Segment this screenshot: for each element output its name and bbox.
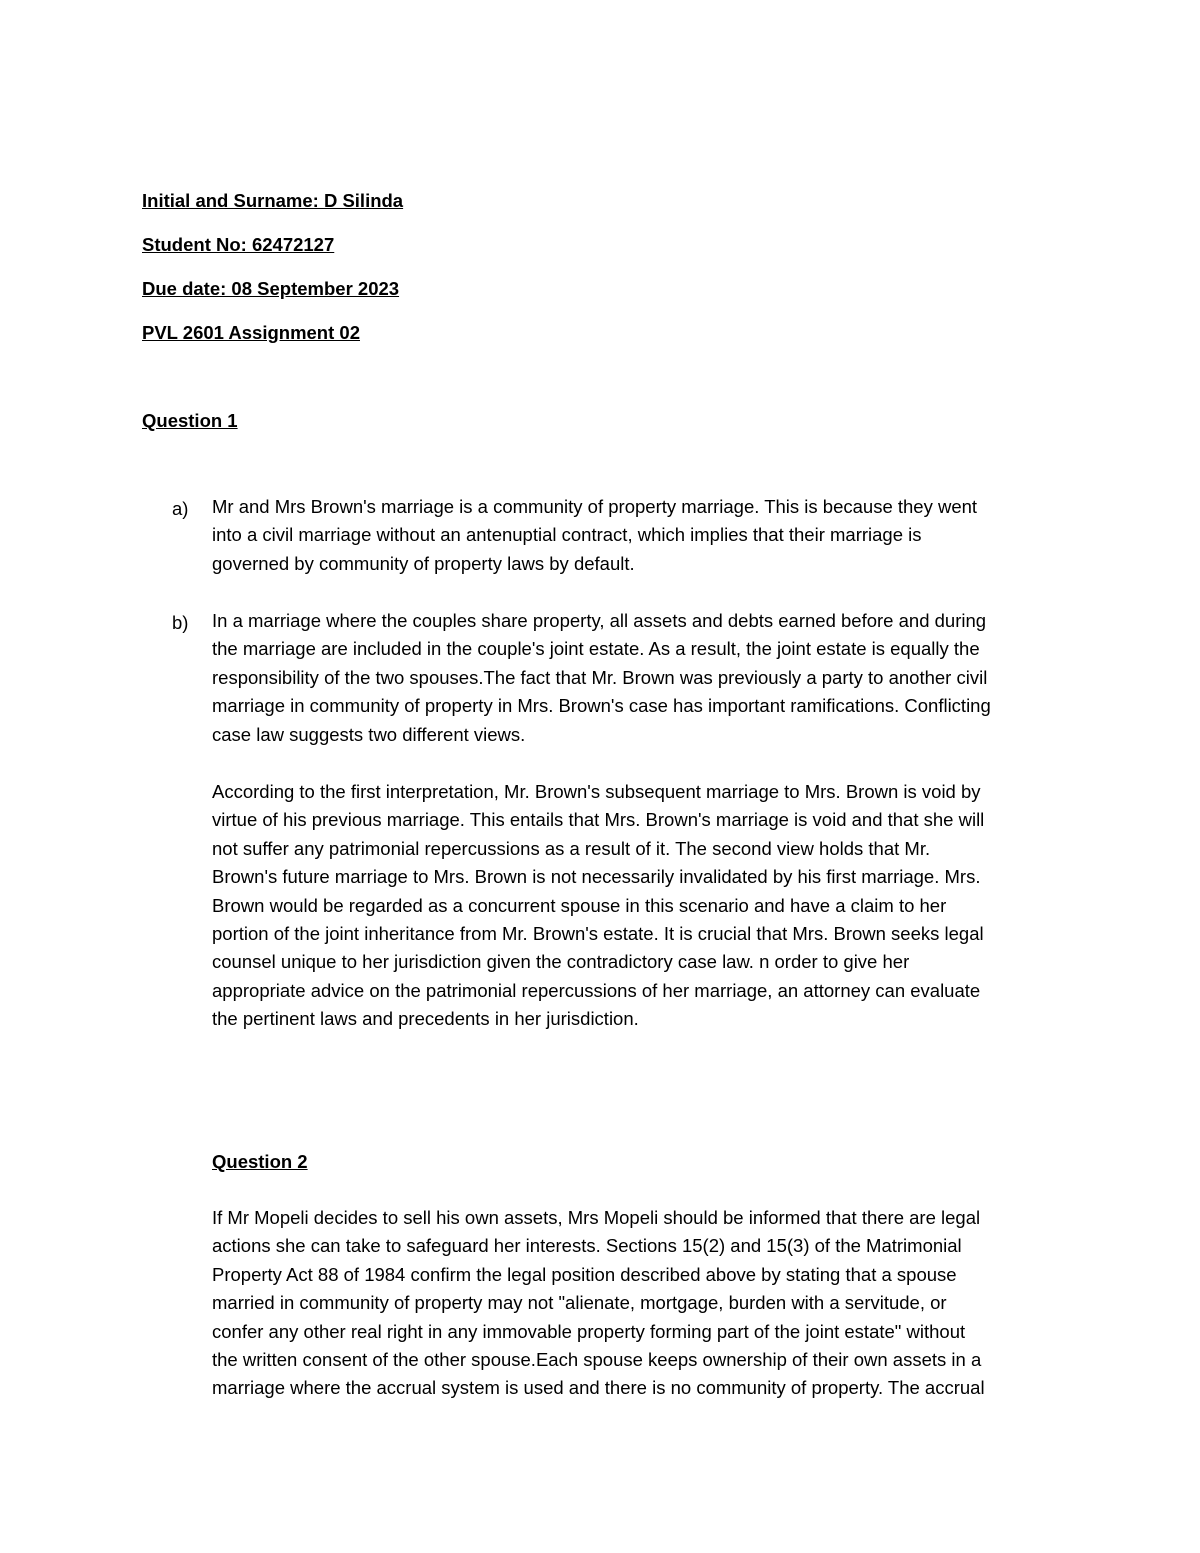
student-number: Student No: 62472127: [142, 234, 335, 255]
student-name: Initial and Surname: D Silinda: [142, 190, 404, 211]
list-marker-a: a): [172, 498, 189, 519]
text-line: Brown would be regarded as a concurrent spouse in this scenario and have a claim to her: [212, 894, 947, 916]
text-line: virtue of his previous marriage. This entails that Mrs. Brown's marriage is void and that she will: [212, 809, 985, 831]
text-line: appropriate advice on the patrimonial repercussions of her marriage, an attorney can evaluate: [212, 979, 981, 1001]
question-1-title: Question 1: [142, 410, 238, 431]
text-line: the written consent of the other spouse.Each spouse keeps ownership of their own assets in a: [212, 1349, 982, 1371]
text-line: According to the first interpretation, Mr. Brown's subsequent marriage to Mrs. Brown is void by: [212, 781, 981, 802]
text-line: portion of the joint inheritance from Mr. Brown's estate. It is crucial that Mrs. Brown seeks legal: [212, 923, 984, 945]
question-1b-answer: [212, 607, 1062, 749]
text-line: actions she can take to safeguard her interests. Sections 15(2) and 15(3) of the Matrimonial: [212, 1235, 962, 1257]
text-line: not suffer any patrimonial repercussions as a result of it. The second view holds that Mr.: [212, 837, 931, 859]
text-line: responsibility of the two spouses.The fact that Mr. Brown was previously a party to another civil: [212, 666, 988, 688]
text-line: the marriage are included in the couple's joint estate. As a result, the joint estate is equally the: [212, 638, 980, 660]
text-line: Mr and Mrs Brown's marriage is a community of property marriage. This is because they went: [212, 496, 978, 517]
text-line: married in community of property may not "alienate, mortgage, burden with a servitude, or: [212, 1292, 947, 1314]
text-line: marriage where the accrual system is used and there is no community of property. The accrual: [212, 1377, 985, 1399]
text-line: the pertinent laws and precedents in her jurisdiction.: [212, 1008, 639, 1030]
text-line: counsel unique to her jurisdiction given the contradictory case law. n order to give her: [212, 951, 910, 973]
text-line: confer any other real right in any immovable property forming part of the joint estate" without: [212, 1320, 966, 1342]
text-line: governed by community of property laws by default.: [212, 552, 635, 574]
question-2-title: Question 2: [212, 1151, 308, 1172]
text-line: In a marriage where the couples share property, all assets and debts earned before and during: [212, 610, 987, 631]
question-2-answer: [212, 1204, 1062, 1403]
assignment-title: PVL 2601 Assignment 02: [142, 322, 360, 343]
text-line: If Mr Mopeli decides to sell his own assets, Mrs Mopeli should be informed that there are legal: [212, 1207, 981, 1228]
text-line: case law suggests two different views.: [212, 723, 526, 745]
due-date: Due date: 08 September 2023: [142, 278, 400, 299]
text-line: marriage in community of property in Mrs. Brown's case has important ramifications. Conflicting: [212, 695, 991, 717]
question-1a-answer: [212, 493, 1062, 578]
text-line: Property Act 88 of 1984 confirm the legal position described above by stating that a spouse: [212, 1263, 957, 1285]
text-line: into a civil marriage without an antenuptial contract, which implies that their marriage is: [212, 524, 922, 546]
list-marker-b: b): [172, 612, 189, 633]
text-line: Brown's future marriage to Mrs. Brown is not necessarily invalidated by his first marriage. Mrs.: [212, 866, 981, 888]
question-1b-continuation: [212, 778, 1062, 1034]
